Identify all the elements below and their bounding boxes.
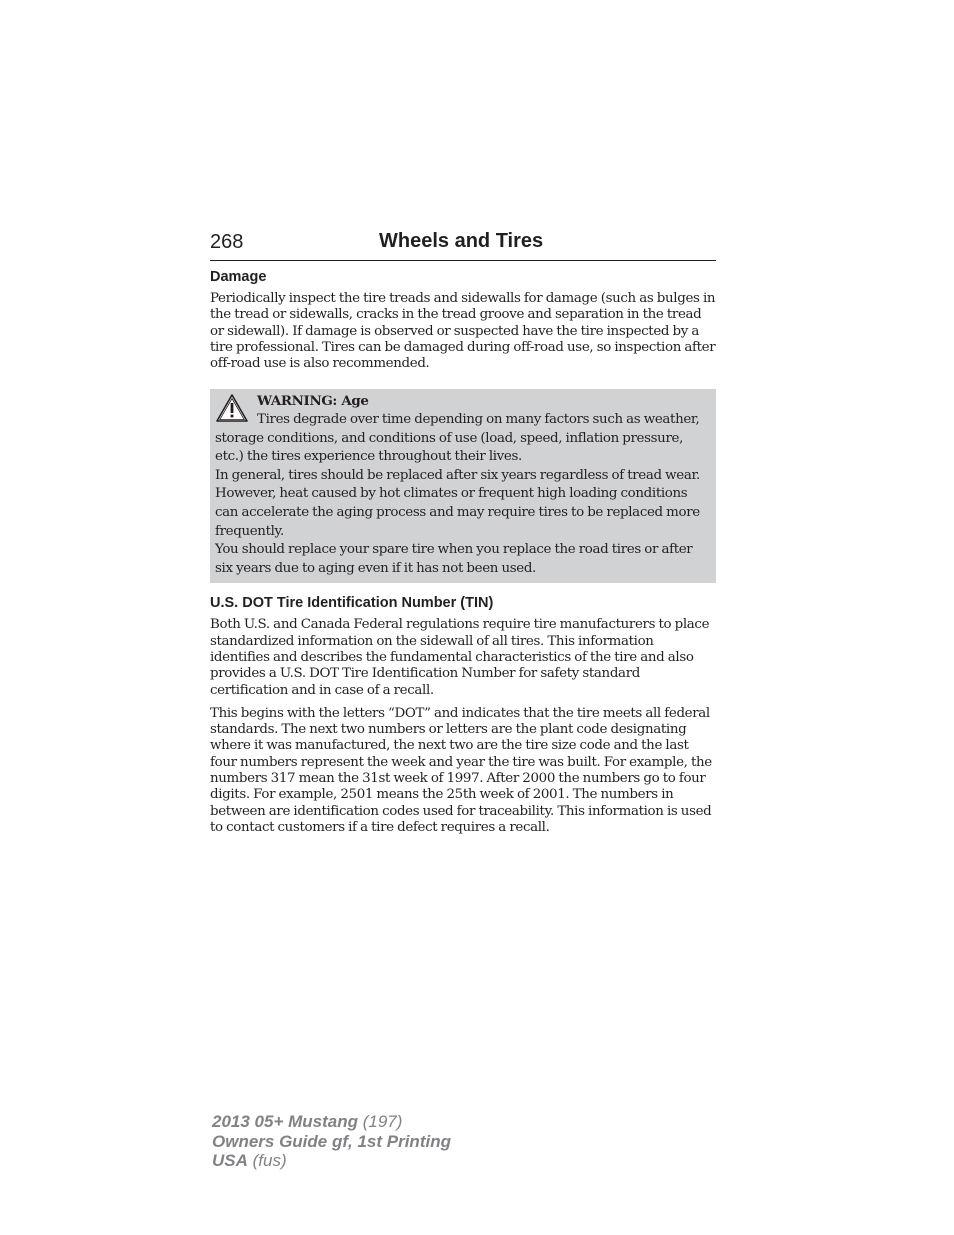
chapter-title: Wheels and Tires	[379, 230, 544, 252]
warning-paragraph-2: In general, tires should be replaced after six years regardless of tread wear. However, heat caused by hot climates or frequent high loading conditions can accelerate the aging process and may require tires to be replaced more frequently.	[215, 467, 700, 539]
page-content	[210, 268, 716, 836]
damage-text: Periodically inspect the tire treads and sidewalls for damage (such as bulges in the tread or sidewalls, cracks in the tread groove and separation in the tread or sidewall). If damage is observed or suspected have the tire inspected by a tire professional. Tires can be damaged during off-road use, so inspection after off-road use is also recommended.	[210, 291, 716, 372]
footer-model: 2013 05+ Mustang	[212, 1112, 358, 1131]
page-number: 268	[210, 231, 244, 253]
damage-heading: Damage	[210, 269, 267, 285]
footer-model-code: (197)	[362, 1112, 403, 1131]
footer-guide: Owners Guide gf, 1st Printing	[212, 1131, 451, 1151]
footer-market-code: (fus)	[252, 1151, 287, 1170]
warning-triangle-icon	[215, 393, 249, 423]
page-footer	[212, 1112, 451, 1171]
warning-paragraph-3: You should replace your spare tire when you replace the road tires or after six years due to aging even if it has not been used.	[215, 542, 693, 576]
footer-line-3	[212, 1151, 451, 1171]
warning-paragraph-1: Tires degrade over time depending on many factors such as weather, storage conditions, and conditions of use (load, speed, inflation pressure, etc.) the tires experience throughout their lives.	[215, 411, 700, 465]
tin-heading: U.S. DOT Tire Identification Number (TIN)	[210, 595, 494, 612]
footer-market: USA	[212, 1151, 248, 1170]
tin-paragraph-2: This begins with the letters “DOT” and indicates that the tire meets all federal standards. The next two numbers or letters are the plant code designating where it was manufactured, the next two are the tire size code and the last four numbers represent the week and year the tire was built. For example, the numbers 317 mean the 31st week of 1997. After 2000 the numbers go to four digits. For example, 2501 means the 25th week of 2001. The numbers in between are identification codes used for traceability. This information is used to contact customers if a tire defect requires a recall.	[210, 705, 712, 835]
tin-paragraph-1: Both U.S. and Canada Federal regulations require tire manufacturers to place standardized information on the sidewall of all tires. This information identifies and describes the fundamental characteristics of the tire and also provides a U.S. DOT Tire Identification Number for safety standard certification and in case of a recall.	[210, 617, 710, 698]
warning-header	[215, 392, 712, 411]
warning-box	[210, 389, 716, 583]
footer-line-2	[212, 1132, 451, 1152]
warning-title: WARNING: Age	[257, 393, 369, 410]
footer-line-1	[212, 1112, 451, 1132]
page-header	[210, 228, 716, 261]
